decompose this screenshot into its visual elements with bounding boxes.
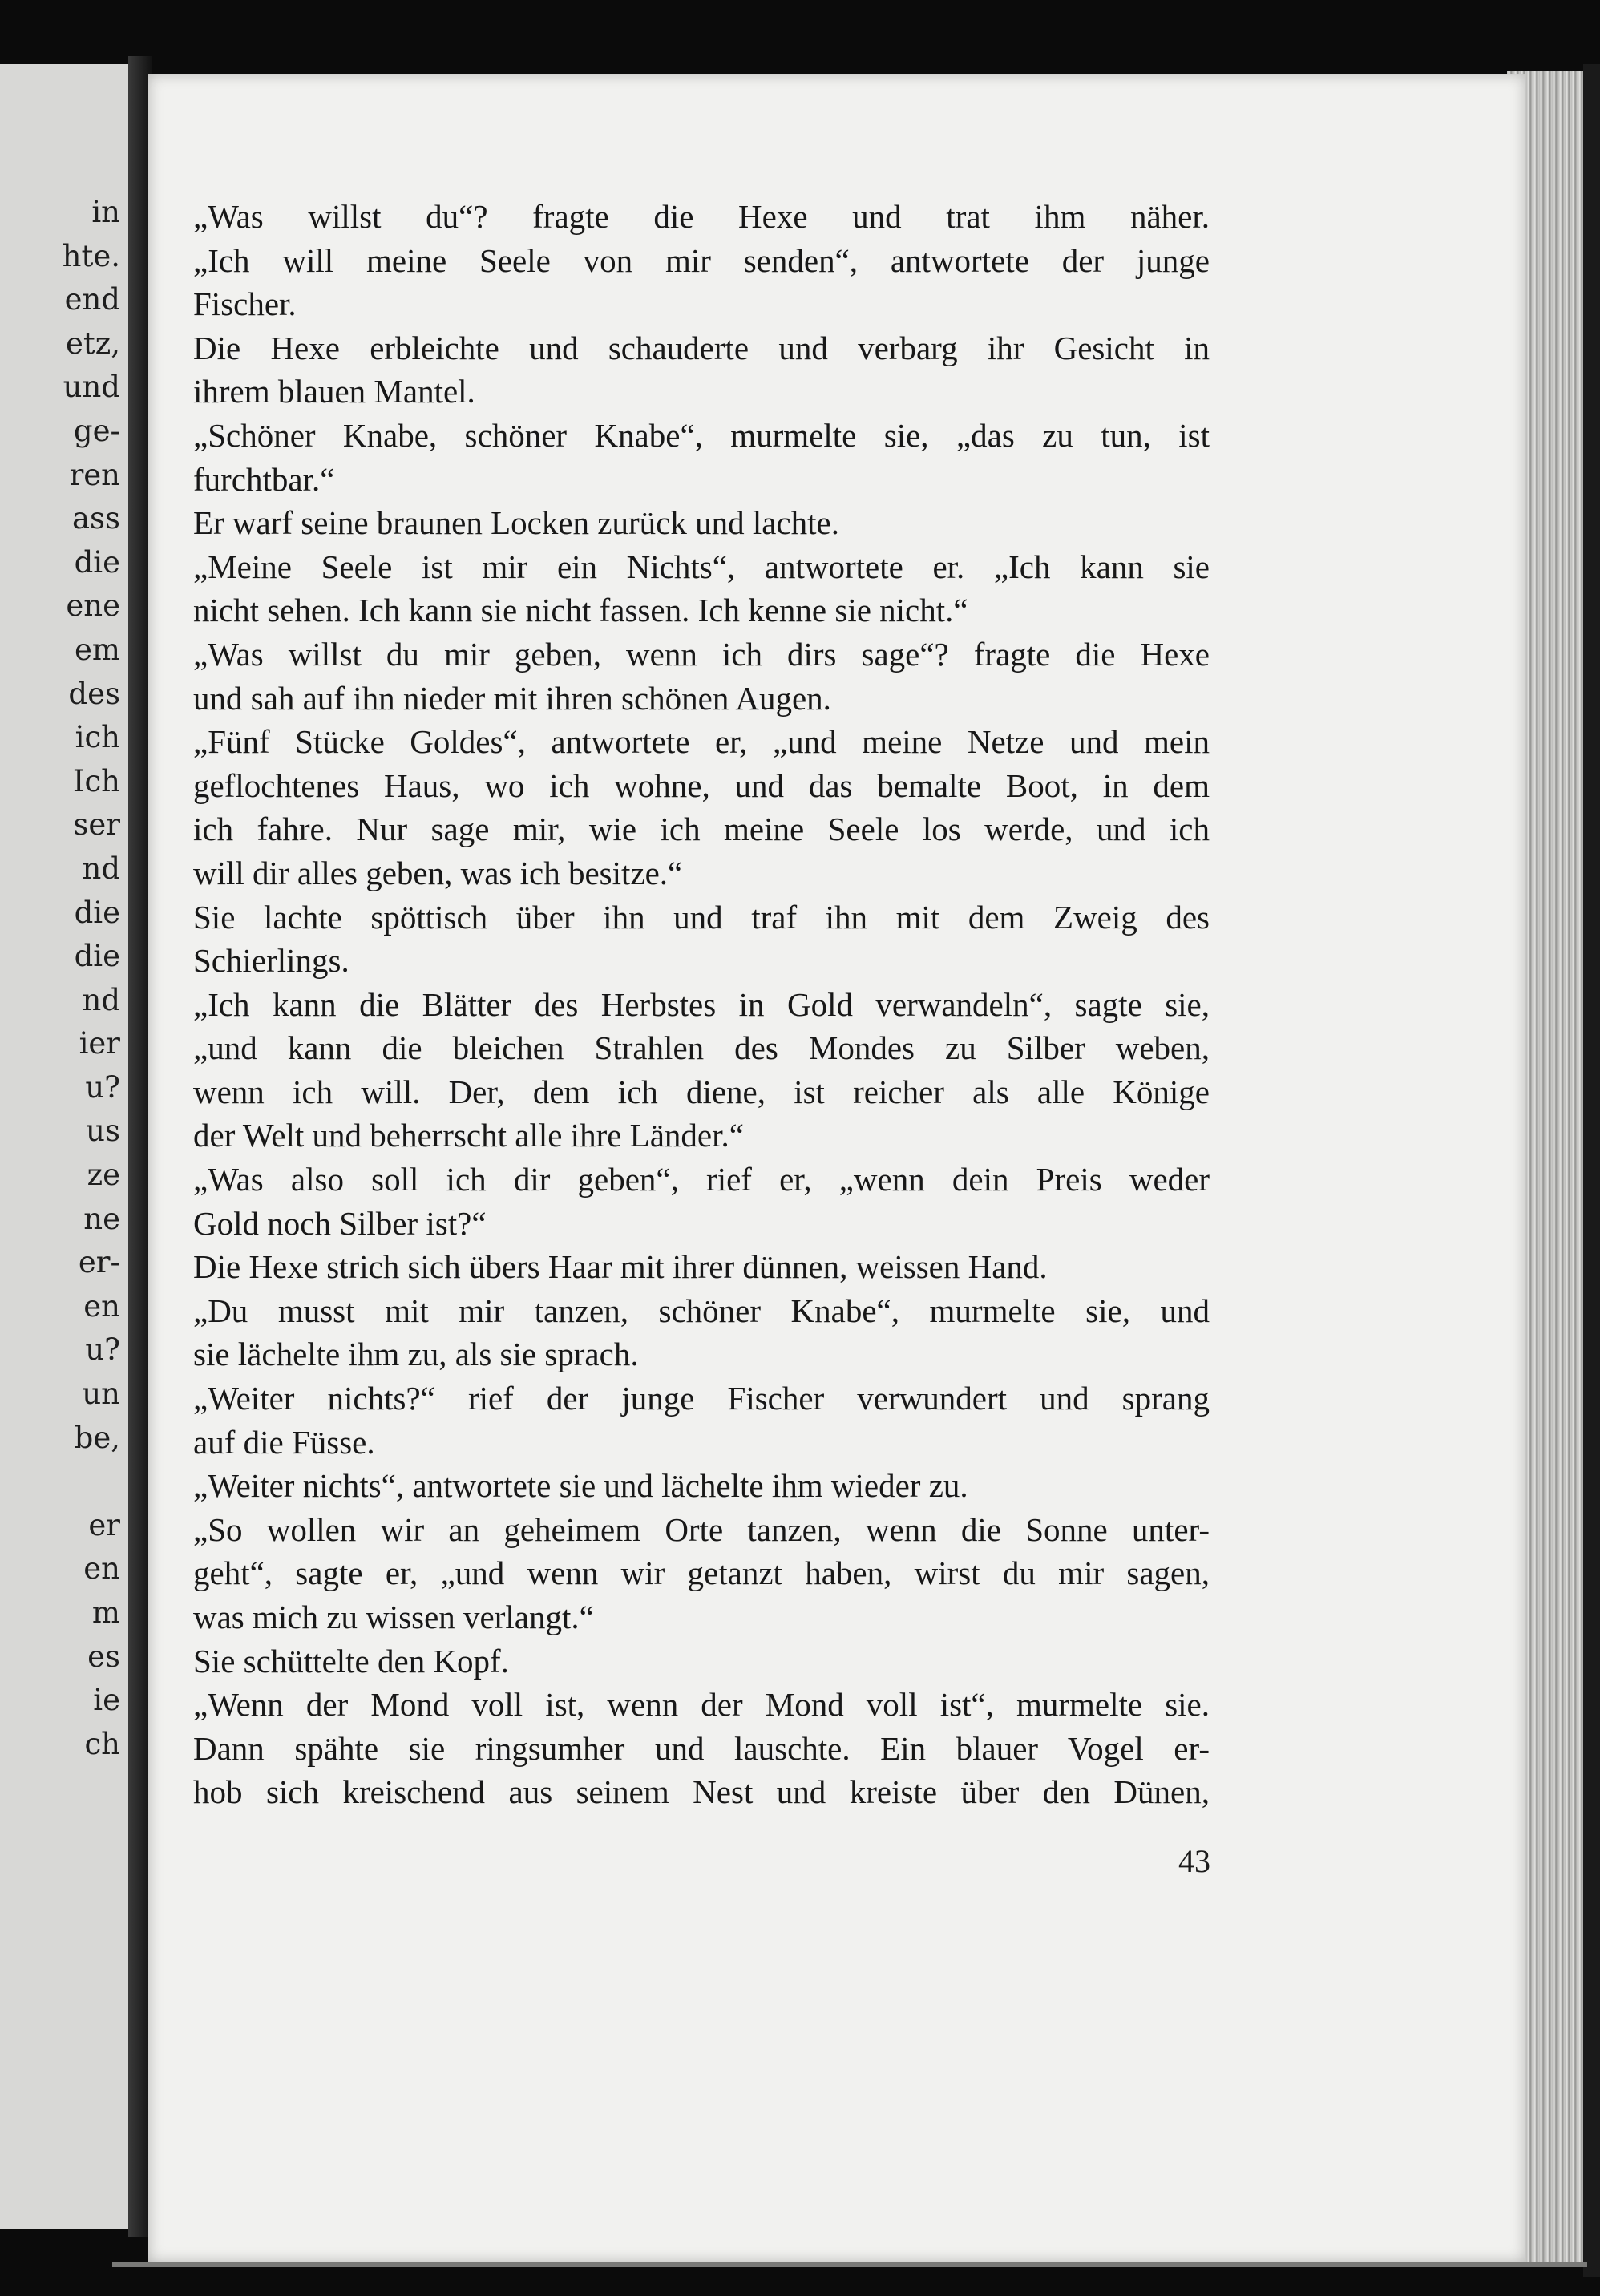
previous-page-line: un bbox=[82, 1376, 120, 1412]
previous-page-line: end bbox=[64, 282, 120, 317]
page-number: 43 bbox=[1178, 1843, 1210, 1879]
previous-page-line: em bbox=[75, 632, 120, 667]
text-line: „Wenn der Mond voll ist, wenn der Mond voll ist“, murmelte sie. bbox=[193, 1686, 1210, 1724]
previous-page-line: ass bbox=[71, 501, 120, 536]
text-line: wenn ich will. Der, dem ich diene, ist reicher als alle Könige bbox=[193, 1073, 1210, 1110]
text-line: Die Hexe erbleichte und schauderte und verbarg ihr Gesicht in bbox=[193, 329, 1210, 366]
previous-page-line: er bbox=[88, 1507, 120, 1542]
text-line: „Was willst du mir geben, wenn ich dirs sage“? fragte die Hexe bbox=[193, 635, 1210, 673]
previous-page-line: us bbox=[86, 1114, 120, 1149]
text-line: Sie schüttelte den Kopf. bbox=[193, 1642, 509, 1680]
previous-page-line: en bbox=[83, 1551, 120, 1587]
text-line: „Fünf Stücke Goldes“, antwortete er, „und meine Netze und mein bbox=[193, 723, 1210, 761]
previous-page-line: u? bbox=[85, 1332, 120, 1368]
previous-page-line: die bbox=[74, 544, 120, 580]
previous-page-line: ich bbox=[75, 720, 120, 755]
page-edge-shadow bbox=[1583, 64, 1600, 2277]
text-line: geht“, sagte er, „und wenn wir getanzt haben, wirst du mir sagen, bbox=[193, 1554, 1210, 1592]
text-line: „und kann die bleichen Strahlen des Mondes zu Silber weben, bbox=[193, 1029, 1210, 1067]
text-line: sie lächelte ihm zu, als sie sprach. bbox=[193, 1336, 639, 1373]
text-line: will dir alles geben, was ich besitze.“ bbox=[193, 854, 683, 891]
page-bottom-edge bbox=[112, 2262, 1587, 2267]
text-line: nicht sehen. Ich kann sie nicht fassen. Ich kenne sie nicht.“ bbox=[193, 592, 968, 629]
text-line: „Ich kann die Blätter des Herbstes in Gold verwandeln“, sagte sie, bbox=[193, 985, 1210, 1023]
text-line: Sie lachte spöttisch über ihn und traf ihn mit dem Zweig des bbox=[193, 898, 1210, 936]
previous-page-line: ch bbox=[84, 1726, 120, 1761]
text-line: der Welt und beherrscht alle ihre Länder.“ bbox=[193, 1117, 744, 1154]
text-line: „Meine Seele ist mir ein Nichts“, antwortete er. „Ich kann sie bbox=[193, 548, 1210, 585]
text-line: was mich zu wissen verlangt.“ bbox=[193, 1599, 594, 1635]
previous-page-line bbox=[0, 1460, 120, 1504]
text-line: geflochtenes Haus, wo ich wohne, und das bemalte Boot, in dem bbox=[193, 766, 1210, 804]
previous-page-line: hte. bbox=[62, 238, 120, 273]
previous-page-line: u? bbox=[85, 1069, 120, 1105]
previous-page-line: ren bbox=[69, 457, 120, 492]
previous-page-line: etz, bbox=[65, 325, 120, 361]
previous-page-line: ze bbox=[87, 1158, 120, 1193]
text-line: „Was willst du“? fragte die Hexe und trat ihm näher. bbox=[193, 198, 1210, 235]
text-line: Dann spähte sie ringsumher und lauschte. Ein blauer Vogel er- bbox=[193, 1729, 1210, 1767]
previous-page-line: nd bbox=[82, 982, 120, 1017]
text-line: „Was also soll ich dir geben“, rief er, „wenn dein Preis weder bbox=[193, 1161, 1210, 1199]
previous-page-line: die bbox=[74, 939, 120, 974]
text-line: „Weiter nichts?“ rief der junge Fischer verwundert und sprang bbox=[193, 1380, 1210, 1417]
text-line: „Weiter nichts“, antwortete sie und lächelte ihm wieder zu. bbox=[193, 1467, 968, 1505]
page-body-text bbox=[193, 195, 1210, 1814]
text-line: ich fahre. Nur sage mir, wie ich meine Seele los werde, und ich bbox=[193, 810, 1210, 848]
previous-page-line: be, bbox=[74, 1420, 120, 1455]
previous-page-line: m bbox=[91, 1595, 120, 1630]
text-line: „Ich will meine Seele von mir senden“, antwortete der junge bbox=[193, 241, 1210, 279]
text-line: hob sich kreischend aus seinem Nest und kreiste über den Dünen, bbox=[193, 1773, 1210, 1811]
text-line: Die Hexe strich sich übers Haar mit ihrer dünnen, weissen Hand. bbox=[193, 1248, 1048, 1286]
text-line: Er warf seine braunen Locken zurück und lachte. bbox=[193, 504, 839, 542]
previous-page-text bbox=[0, 191, 120, 1766]
previous-page-line: des bbox=[68, 676, 120, 711]
previous-page-line: ge- bbox=[73, 413, 120, 448]
previous-page-line: in bbox=[91, 195, 120, 229]
text-line: „Du musst mit mir tanzen, schöner Knabe“, murmelte sie, und bbox=[193, 1292, 1210, 1329]
text-line: Gold noch Silber ist?“ bbox=[193, 1204, 487, 1242]
text-line: furchtbar.“ bbox=[193, 460, 335, 498]
text-line: Fischer. bbox=[193, 285, 297, 323]
text-line: und sah auf ihn nieder mit ihren schönen Augen. bbox=[193, 679, 831, 717]
previous-page-line: en bbox=[83, 1288, 120, 1324]
previous-page-line: er- bbox=[78, 1245, 120, 1280]
text-line: ihrem blauen Mantel. bbox=[193, 373, 475, 410]
text-line: Schierlings. bbox=[193, 942, 349, 980]
previous-page bbox=[0, 64, 138, 2229]
previous-page-line: ser bbox=[73, 807, 120, 843]
text-line: auf die Füsse. bbox=[193, 1423, 375, 1461]
previous-page-line: Ich bbox=[72, 763, 120, 798]
previous-page-line: nd bbox=[82, 851, 120, 886]
previous-page-line: ne bbox=[83, 1201, 120, 1236]
text-line: „So wollen wir an geheimem Orte tanzen, wenn die Sonne unter- bbox=[193, 1510, 1210, 1548]
previous-page-line: ier bbox=[79, 1026, 120, 1061]
text-line: „Schöner Knabe, schöner Knabe“, murmelte sie, „das zu tun, ist bbox=[193, 416, 1210, 454]
previous-page-line: die bbox=[74, 895, 120, 930]
previous-page-line: ene bbox=[66, 588, 120, 624]
previous-page-line: ie bbox=[93, 1683, 120, 1718]
previous-page-line: es bbox=[87, 1639, 120, 1674]
previous-page-line: und bbox=[63, 370, 120, 405]
